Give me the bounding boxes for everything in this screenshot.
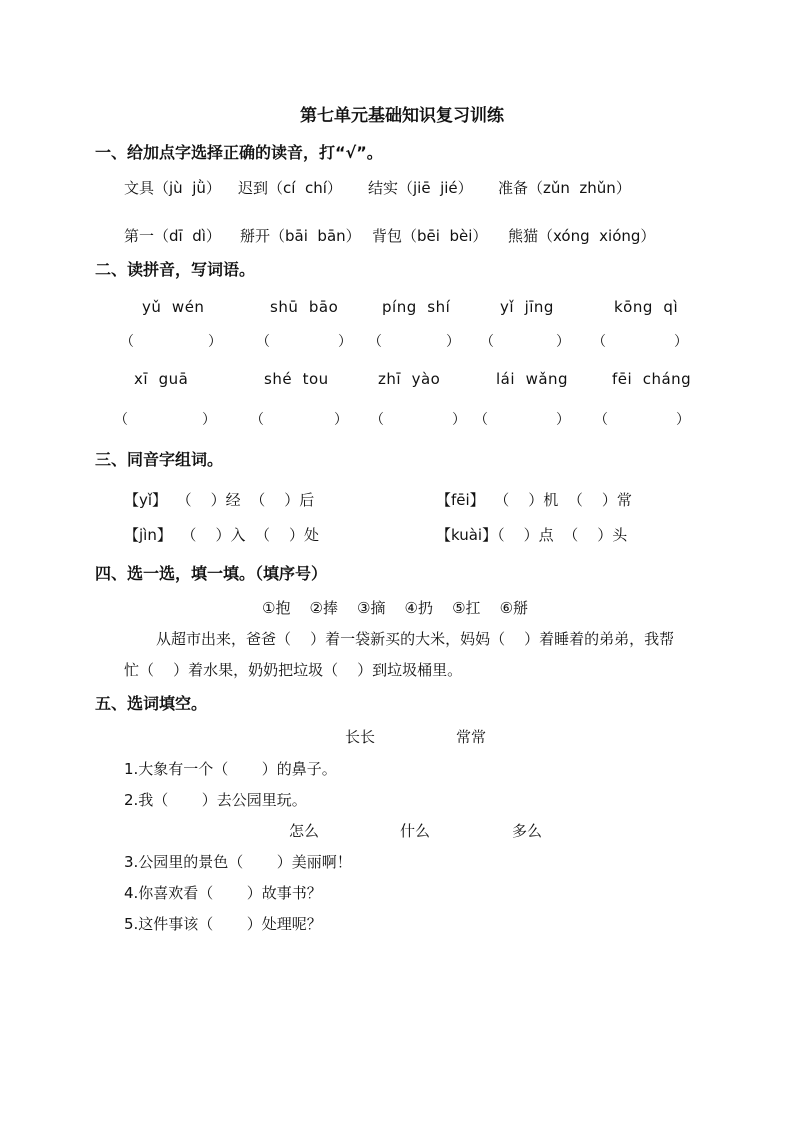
word-choice: 常常	[456, 728, 487, 746]
answer-blank-close: ）	[334, 412, 348, 428]
answer-blank-open: （	[370, 412, 384, 428]
answer-blank-close: ）	[338, 334, 352, 350]
answer-blank-close: ）	[556, 412, 570, 428]
question-3: 3.公园里的景色（ ）美丽啊！	[124, 853, 352, 871]
section-1-heading: 一、给加点字选择正确的读音，打“√”。	[95, 143, 383, 162]
page-title: 第七单元基础知识复习训练	[300, 106, 504, 126]
answer-blank-open: （	[256, 334, 270, 350]
pinyin-prompt: shū bāo	[270, 298, 339, 316]
answer-blank-close: ）	[202, 412, 216, 428]
section-5-heading: 五、选词填空。	[95, 694, 208, 713]
pinyin-prompt: zhī yào	[378, 370, 441, 388]
s1-item: 迟到（cí chí）	[238, 179, 342, 197]
answer-blank-close: ）	[208, 334, 222, 350]
pinyin-prompt: lái wǎng	[496, 370, 569, 388]
word-choice: 怎么	[289, 822, 320, 840]
answer-blank-open: （	[120, 334, 134, 350]
question-1: 1.大象有一个（ ）的鼻子。	[124, 760, 337, 778]
pinyin-prompt: yǔ wén	[142, 298, 205, 316]
answer-blank-close: ）	[674, 334, 688, 350]
pinyin-prompt: shé tou	[264, 370, 329, 388]
homophone-row-jin: 【jìn】 （ ）入 （ ）处	[124, 526, 320, 544]
pinyin-prompt: xī guā	[134, 370, 189, 388]
s1-item: 掰开（bāi bān）	[240, 227, 361, 245]
pinyin-prompt: kōng qì	[614, 298, 679, 316]
pinyin-prompt: píng shí	[382, 298, 451, 316]
fill-passage-line-1: 从超市出来，爸爸（ ）着一袋新买的大米，妈妈（ ）着睡着的弟弟，我帮	[156, 630, 675, 648]
question-2: 2.我（ ）去公园里玩。	[124, 791, 307, 809]
s1-item: 准备（zǔn zhǔn）	[498, 179, 631, 197]
s1-item: 文具（jù jǜ）	[124, 179, 221, 197]
homophone-row-kuai: 【kuài】（ ）点 （ ）头	[436, 526, 628, 544]
question-4: 4.你喜欢看（ ）故事书？	[124, 884, 322, 902]
answer-blank-open: （	[474, 412, 488, 428]
pinyin-prompt: fēi cháng	[612, 370, 692, 388]
answer-blank-close: ）	[676, 412, 690, 428]
fill-passage-line-2: 忙（ ）着水果，奶奶把垃圾（ ）到垃圾桶里。	[124, 661, 463, 679]
answer-blank-open: （	[480, 334, 494, 350]
section-4-heading: 四、选一选，填一填。（填序号）	[95, 564, 328, 583]
section-3-heading: 三、同音字组词。	[95, 450, 224, 469]
s1-item: 第一（dī dì）	[124, 227, 221, 245]
word-choice: 多么	[512, 822, 543, 840]
answer-blank-open: （	[592, 334, 606, 350]
answer-blank-open: （	[250, 412, 264, 428]
word-choice: 长长	[345, 728, 376, 746]
pinyin-prompt: yǐ jīng	[500, 298, 554, 316]
s1-item: 结实（jiē jié）	[368, 179, 473, 197]
answer-blank-open: （	[368, 334, 382, 350]
word-choice: 什么	[400, 822, 431, 840]
answer-blank-close: ）	[446, 334, 460, 350]
section-2-heading: 二、读拼音，写词语。	[95, 260, 256, 279]
homophone-row-fei: 【fēi】 （ ）机 （ ）常	[436, 491, 632, 509]
s1-item: 背包（bēi bèi）	[372, 227, 488, 245]
question-5: 5.这件事该（ ）处理呢？	[124, 915, 322, 933]
verb-options: ①抱 ②捧 ③摘 ④扔 ⑤扛 ⑥掰	[262, 599, 529, 617]
answer-blank-open: （	[594, 412, 608, 428]
homophone-row-yi: 【yǐ】 （ ）经 （ ）后	[124, 491, 315, 509]
s1-item: 熊猫（xóng xióng）	[508, 227, 656, 245]
answer-blank-open: （	[114, 412, 128, 428]
answer-blank-close: ）	[556, 334, 570, 350]
answer-blank-close: ）	[452, 412, 466, 428]
